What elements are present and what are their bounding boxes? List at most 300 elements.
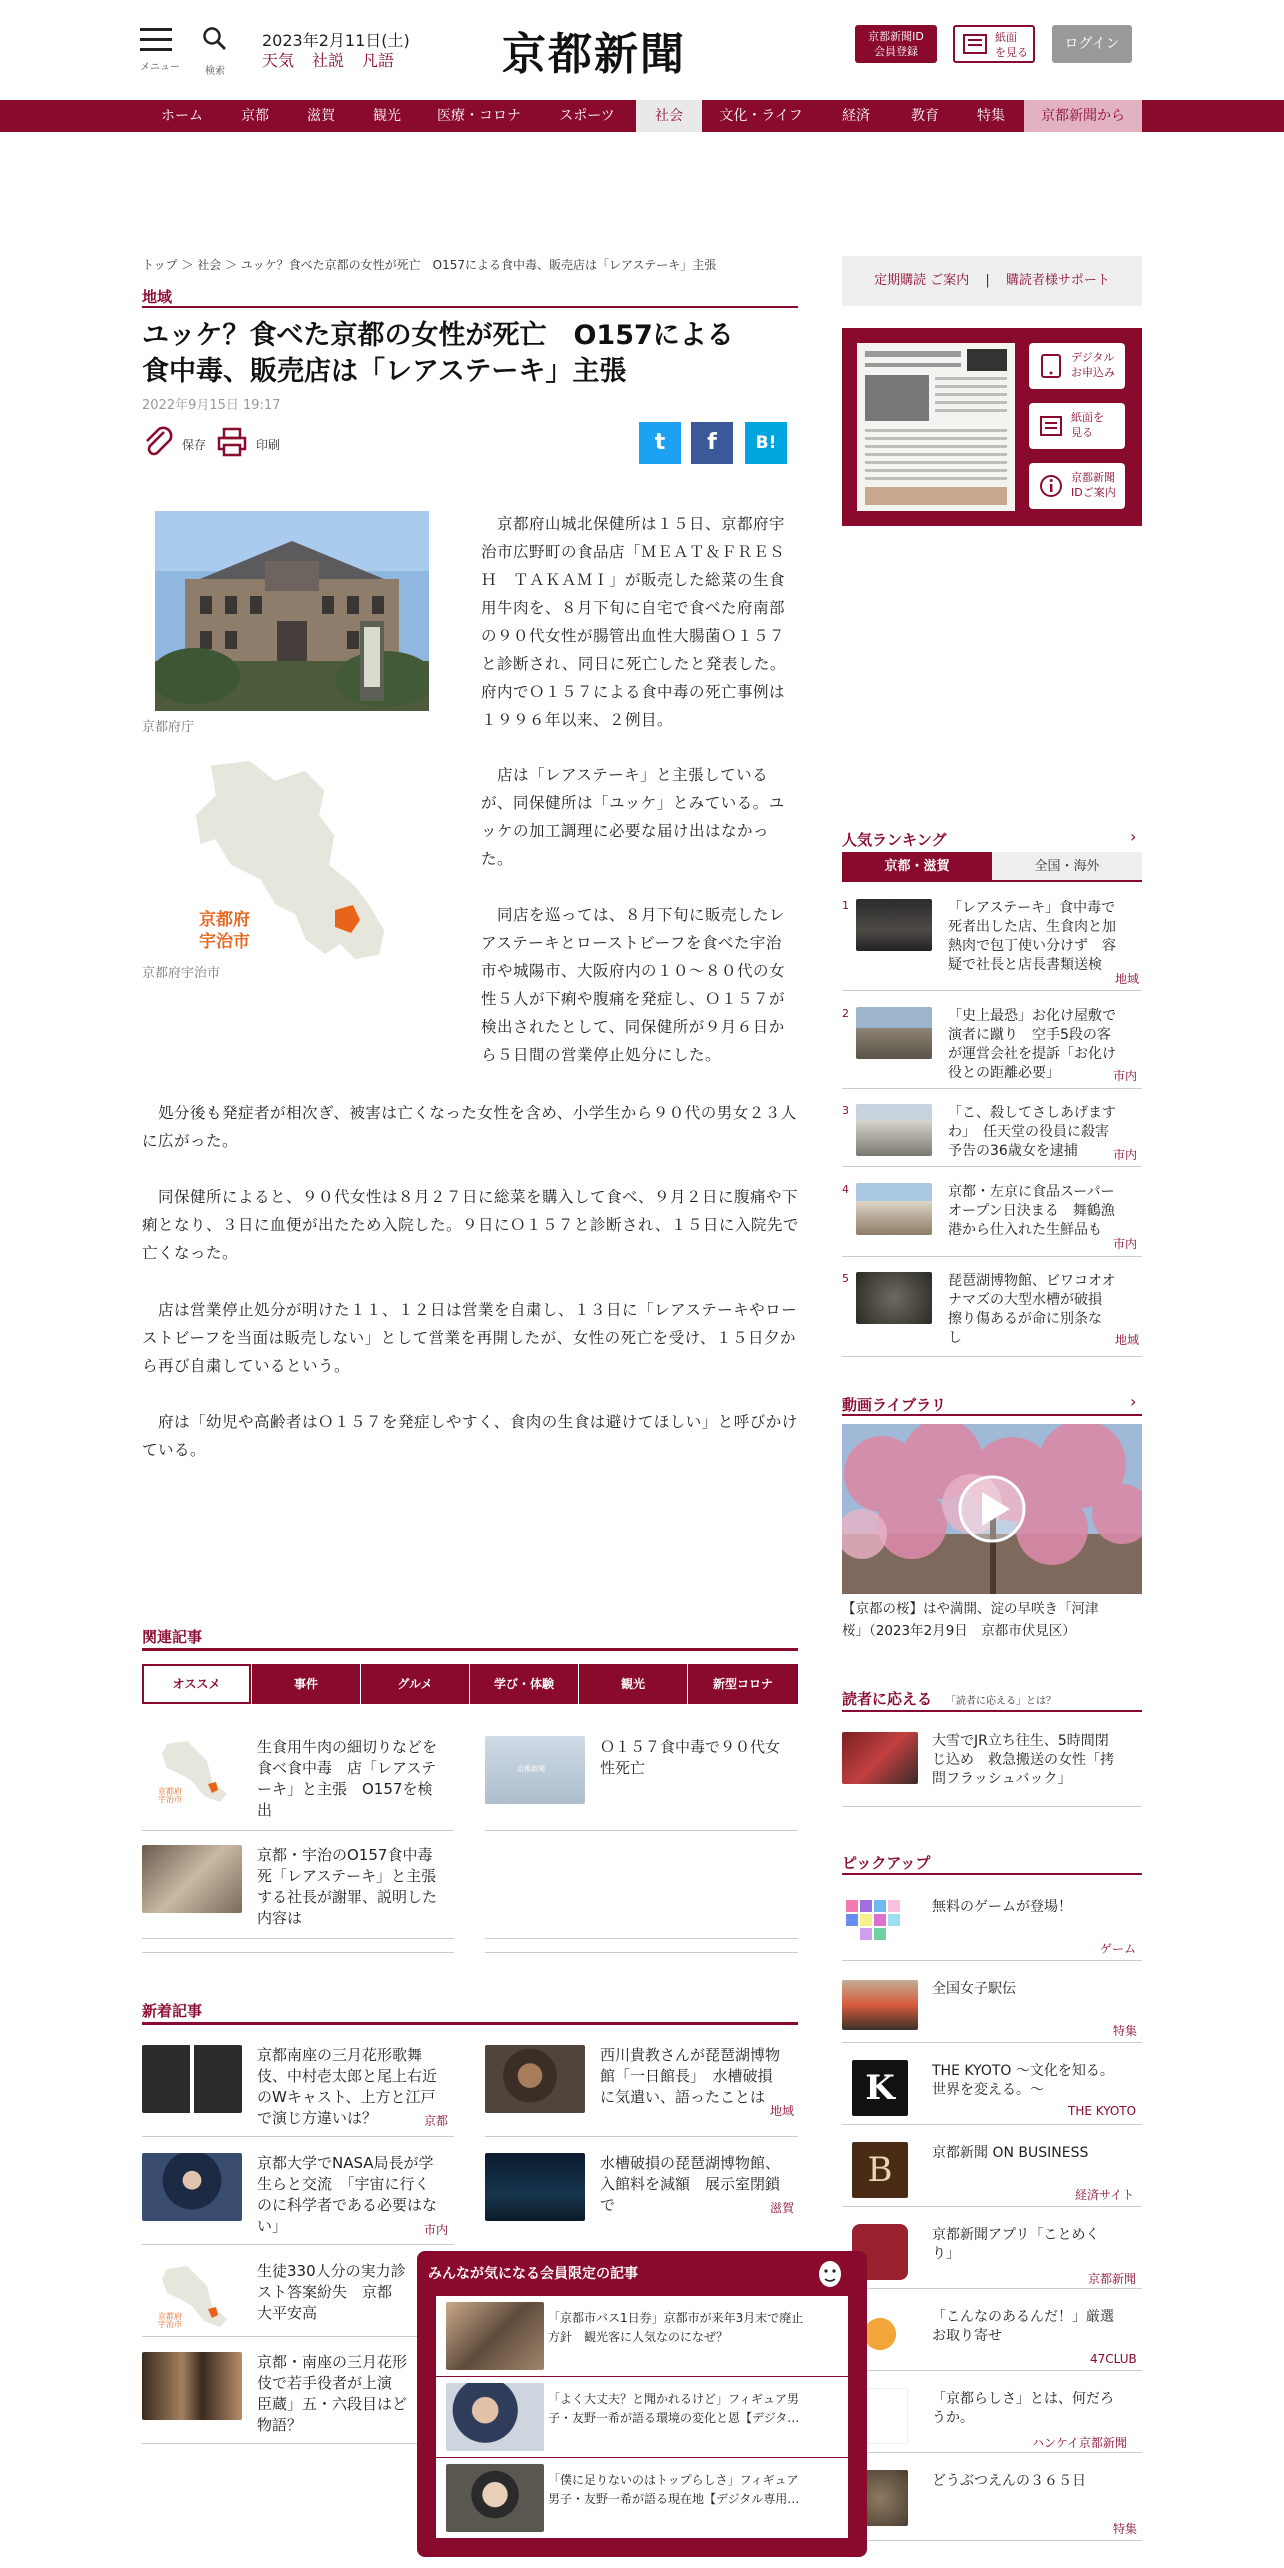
mascot-close-icon[interactable] — [813, 2256, 847, 2290]
btn-line: 見る — [1071, 426, 1093, 439]
chevron-right-icon[interactable]: › — [1130, 827, 1137, 846]
map-caption: 京都府宇治市 — [142, 966, 221, 981]
headline-line: THE KYOTO ～文化を知る。 — [932, 2063, 1114, 2079]
headline-line: のに科学者である必要はな — [257, 2196, 438, 2214]
newspaper-icon — [1039, 415, 1063, 437]
headline-line: 入館料を減額 展示室閉鎖 — [600, 2175, 781, 2193]
popup-item-1[interactable] — [436, 2296, 848, 2376]
search-icon[interactable] — [202, 26, 228, 52]
rank-thumb-5[interactable] — [856, 1272, 932, 1324]
article-paragraph-3 — [481, 901, 801, 1069]
the-kyoto-logo[interactable]: K — [852, 2060, 908, 2116]
paragraph-line: 検出されたとして、同保健所が９月６日か — [481, 1018, 785, 1036]
nav-medical[interactable]: 医療・コロナ — [437, 108, 521, 124]
map-label-city: 宇治市 — [158, 2320, 182, 2329]
pickup-item-3[interactable] — [932, 2062, 1142, 2100]
rank-thumb-3[interactable] — [856, 1104, 932, 1156]
latest-thumb-6[interactable] — [142, 2352, 242, 2420]
headline-line: 京都新聞 ON BUSINESS — [932, 2145, 1089, 2161]
video-caption[interactable] — [842, 1598, 1142, 1642]
nav-culture[interactable]: 文化・ライフ — [719, 108, 803, 124]
divider — [842, 2452, 1142, 2453]
paragraph-line: 店は「レアステーキ」と主張している — [481, 766, 769, 784]
paragraph-line: 痢となり、３日に血便が出たため入院した。９日にＯ１５７と診断され、１５日に入院先で — [142, 1216, 799, 1234]
photo-caption: 京都府庁 — [142, 720, 195, 735]
paragraph-line: アステーキとローストビーフを食べた宇治 — [481, 934, 782, 952]
paragraph-line: と診断され、同日に死亡したと発表した。 — [481, 655, 786, 673]
nav-economy[interactable]: 経済 — [842, 108, 870, 124]
headline-line: 「史上最恐」お化け屋敷で — [948, 1008, 1116, 1024]
headline-line: 館「一日館長」 水槽破損 — [600, 2067, 773, 2085]
facebook-share-button[interactable]: f — [691, 422, 733, 464]
map-label-prefecture: 京都府 — [158, 2312, 182, 2321]
headline-line: 世界を変える。～ — [932, 2082, 1044, 2098]
latest-thumb-2[interactable] — [485, 2045, 585, 2113]
divider — [842, 2370, 1142, 2371]
pickup-item-4[interactable] — [932, 2144, 1142, 2163]
paragraph-line: 市や城陽市、大阪府内の１０～８０代の女 — [481, 962, 786, 980]
paper-btn-line1: 紙面 — [995, 31, 1017, 44]
headline-line: 疑で社長と店長書類送検 — [948, 957, 1102, 973]
headline-line: し — [948, 1330, 962, 1346]
thumb-watermark: 京都新聞 — [517, 1765, 545, 1773]
pickup-item-1[interactable] — [932, 1898, 1142, 1917]
pickup-item-8[interactable] — [932, 2472, 1142, 2491]
headline-line: 予告の36歳女を逮捕 — [948, 1143, 1078, 1159]
headline-line: お取り寄せ — [932, 2328, 1002, 2344]
video-divider — [842, 1414, 1142, 1416]
nav-sports[interactable]: スポーツ — [559, 108, 615, 124]
popup-item-text — [548, 2471, 838, 2509]
hamburger-menu-icon[interactable] — [140, 28, 172, 54]
headline-line: 問フラッシュバック」 — [932, 1771, 1072, 1787]
rank-item-1[interactable] — [948, 899, 1138, 975]
member-register-button[interactable] — [855, 25, 937, 63]
pickup-item-6[interactable] — [932, 2308, 1142, 2346]
headline-line: 大平安高 — [257, 2304, 318, 2322]
nav-kyoto[interactable]: 京都 — [241, 108, 269, 124]
member-btn-line1: 京都新聞ID — [868, 30, 924, 43]
pickup-divider — [842, 1873, 1142, 1875]
headline-line: 京都・左京に食品スーパー — [948, 1184, 1115, 1200]
weather-link[interactable]: 天気 — [262, 51, 295, 70]
paragraph-line: ストビーフを当面は販売しない」として営業を再開したが、女性の死亡を受け、１５日夕か — [142, 1329, 796, 1347]
headline-line: 役との距離必要」 — [948, 1065, 1060, 1081]
caption-line: 桜」（2023年2月9日 京都市伏見区） — [842, 1623, 1076, 1639]
tab-incident[interactable]: 事件 — [252, 1664, 360, 1704]
publish-date: 2022年9月15日 19:17 — [142, 398, 281, 413]
nav-kanko[interactable]: 観光 — [373, 108, 401, 124]
paragraph-line: 亡くなった。 — [142, 1244, 239, 1262]
headline-line: する社長が謝罪、説明した — [257, 1888, 438, 1906]
divider — [142, 1952, 454, 1953]
latest-thumb-1[interactable] — [142, 2045, 242, 2113]
pickup-tag[interactable]: 経済サイト — [1075, 2188, 1135, 2202]
article-category[interactable]: 地域 — [142, 288, 173, 306]
pickup-item-7[interactable] — [932, 2390, 1142, 2428]
latest-item-5[interactable] — [257, 2261, 437, 2324]
map-label-prefecture: 京都府 — [199, 910, 250, 930]
nav-home[interactable]: ホーム — [161, 108, 203, 124]
paragraph-line: Ｈ ＴＡＫＡＭＩ」が販売した総菜の生食 — [481, 571, 786, 589]
map-label-prefecture: 京都府 — [158, 1787, 182, 1796]
headline-line: 大雪でJR立ち往生、5時間閉 — [932, 1733, 1109, 1749]
divider — [842, 1166, 1142, 1167]
headline-line: 方針 観光客に人気なのになぜ？ — [548, 2330, 729, 2344]
latest-tag-4[interactable]: 滋賀 — [770, 2201, 795, 2215]
rank-item-5[interactable] — [948, 1272, 1138, 1348]
related-item-1[interactable] — [257, 1737, 457, 1821]
subscriber-support-link[interactable]: 購読者様サポート — [1005, 273, 1110, 288]
latest-thumb-4[interactable] — [485, 2153, 585, 2221]
site-header — [0, 0, 1284, 100]
divider — [842, 2206, 1142, 2207]
subscription-guide-link[interactable]: 定期購読 ご案内 — [874, 273, 970, 288]
related-thumb-placeholder[interactable] — [485, 1736, 585, 1804]
headline-line: どうぶつえんの３６５日 — [932, 2473, 1086, 2489]
tab-recommended[interactable]: オススメ — [142, 1664, 251, 1704]
divider — [142, 1830, 454, 1831]
headline-line: 出 — [257, 1801, 273, 1819]
paragraph-line: ッケの加工調理に必要な届け出はなかっ — [481, 822, 770, 840]
headline-line: り」 — [932, 2246, 960, 2262]
main-nav — [0, 100, 1284, 132]
rank-thumb-4[interactable] — [856, 1183, 932, 1235]
popup-item-text — [548, 2390, 838, 2428]
latest-tag-1[interactable]: 京都 — [424, 2114, 449, 2128]
headline-line: 京都・南座の三月花形 — [257, 2353, 408, 2371]
headline-line: うか。 — [932, 2410, 974, 2426]
popup-thumb-1 — [446, 2302, 544, 2370]
divider — [842, 2540, 1142, 2541]
latest-thumb-3[interactable] — [142, 2153, 242, 2221]
paragraph-line: 同保健所によると、９０代女性は８月２７日に総菜を購入して食べ、９月２日に腹痛や下 — [142, 1188, 799, 1206]
paragraph-line: ている。 — [142, 1441, 207, 1459]
headline-line: 擦り傷あるが命に別条な — [948, 1311, 1102, 1327]
headline-line: 「京都市バス1日券」京都市が来年3月末で廃止 — [548, 2311, 804, 2325]
nav-feature[interactable]: 特集 — [977, 108, 1005, 124]
newspaper-front-page-image[interactable] — [857, 343, 1015, 511]
popup-item-text — [548, 2309, 838, 2347]
headline-line: のWキャスト、上方と江戸 — [257, 2088, 436, 2106]
paragraph-line: に広がった。 — [142, 1132, 239, 1150]
divider — [842, 2124, 1142, 2125]
headline-line: 全国女子駅伝 — [932, 1981, 1016, 1997]
tab-tourism[interactable]: 観光 — [579, 1664, 687, 1704]
map-label-city: 宇治市 — [199, 932, 250, 952]
paragraph-line: 店は営業停止処分が明けた１１、１２日は営業を自粛し、１３日に「レアステーキやロー — [142, 1301, 798, 1319]
divider — [142, 1938, 454, 1939]
rank-thumb-2[interactable] — [856, 1007, 932, 1059]
article-paragraph-2 — [481, 761, 801, 873]
divider — [142, 2136, 454, 2137]
rank-number: 5 — [842, 1272, 849, 1285]
rank-thumb-1[interactable] — [856, 899, 932, 951]
latest-heading: 新着記事 — [142, 2002, 203, 2020]
article-paragraph-7 — [142, 1408, 802, 1464]
rank-item-2[interactable] — [948, 1007, 1138, 1083]
divider — [842, 1356, 1142, 1357]
headline-line: 演者に蹴り 空手5段の客 — [948, 1027, 1111, 1043]
related-heading: 関連記事 — [142, 1628, 203, 1646]
rank-item-3[interactable] — [948, 1104, 1138, 1161]
breadcrumb[interactable]: トップ ＞ 社会 ＞ ユッケ？食べた京都の女性が死亡 O157による食中毒、販売店は「レアステーキ」主張 — [142, 258, 717, 272]
member-btn-line2: 会員登録 — [874, 45, 918, 58]
divider — [842, 2042, 1142, 2043]
popup-thumb-3 — [446, 2464, 544, 2532]
headline-line: で演じ方違いは？ — [257, 2109, 378, 2127]
tab-gourmet[interactable]: グルメ — [361, 1664, 469, 1704]
pickup-item-2[interactable] — [932, 1980, 1142, 1999]
divider — [842, 1256, 1142, 1257]
headline-line: 西川貴教さんが琵琶湖博物 — [600, 2046, 781, 2064]
headline-line: 性死亡 — [600, 1759, 646, 1777]
headline-line: 京都大学でNASA局長が学 — [257, 2154, 434, 2172]
subscription-links — [842, 256, 1142, 306]
nav-shiga[interactable]: 滋賀 — [307, 108, 335, 124]
paragraph-line: が、同保健所は「ユッケ」とみている。ユ — [481, 794, 785, 812]
tab-learning[interactable]: 学び・体験 — [470, 1664, 578, 1704]
rank-tag[interactable]: 市内 — [1113, 1148, 1138, 1162]
newspaper-icon — [963, 34, 987, 54]
btn-line: 紙面を — [1071, 411, 1104, 424]
print-label[interactable]: 印刷 — [256, 438, 281, 452]
article-paragraph-1 — [481, 510, 801, 734]
btn-line: デジタル — [1071, 351, 1115, 364]
headline-line: 伎、中村壱太郎と尾上右近 — [257, 2067, 438, 2085]
rank-tag[interactable]: 市内 — [1113, 1069, 1138, 1083]
rank-number: 4 — [842, 1183, 849, 1196]
headline-line: じ込め 救急搬送の女性「拷 — [932, 1752, 1114, 1768]
login-button[interactable]: ログイン — [1052, 25, 1132, 63]
video-thumbnail[interactable] — [842, 1424, 1142, 1594]
headline-line: 臣蔵」五・六段目はど — [257, 2395, 408, 2413]
site-logo[interactable]: 京都新聞 — [502, 29, 686, 80]
header-date: 2023年2月11日(土) — [262, 31, 410, 50]
headline-line: 「僕に足りないのはトップらしさ」フィギュア — [548, 2473, 799, 2487]
headline-line: 子・友野一希が語る環境の変化と恩【デジタ… — [548, 2411, 800, 2425]
article-paragraph-4 — [142, 1099, 802, 1155]
article-paragraph-5 — [142, 1183, 802, 1267]
save-label[interactable]: 保存 — [182, 438, 207, 452]
paragraph-line: た。 — [481, 850, 514, 868]
rank-tag[interactable]: 市内 — [1113, 1237, 1138, 1251]
headline-line: 水槽破損の琵琶湖博物館、 — [600, 2154, 781, 2172]
headline-line: 熱肉で包丁使い分けず 容 — [948, 938, 1116, 954]
pickup-heading: ピックアップ — [842, 1854, 931, 1872]
uji-city-map — [155, 755, 429, 965]
readers-about-link[interactable]: 「読者に応える」とは？ — [946, 1696, 1056, 1707]
related-item-2[interactable] — [600, 1737, 800, 1779]
paragraph-line: 用牛肉を、８月下旬に自宅で食べた府南部 — [481, 599, 786, 617]
latest-tag-2[interactable]: 地域 — [770, 2104, 795, 2118]
headline-line: 死「レアステーキ」と主張 — [257, 1867, 437, 1885]
related-thumb-shop[interactable] — [142, 1845, 242, 1913]
headline-line: 生徒330人分の実力診 — [257, 2262, 406, 2280]
paper-btn-line2: を見る — [995, 46, 1028, 59]
kyoto-id-info-button[interactable] — [1029, 463, 1125, 509]
video-heading: 動画ライブラリ — [842, 1396, 947, 1414]
pickup-tag[interactable]: THE KYOTO — [1068, 2104, 1137, 2118]
caption-line: 【京都の桜】はや満開、淀の早咲き「河津 — [842, 1601, 1099, 1617]
rank-tag[interactable]: 地域 — [1115, 1333, 1140, 1347]
related-item-3[interactable] — [257, 1845, 457, 1929]
print-icon[interactable] — [216, 426, 248, 458]
popup-item-3[interactable] — [436, 2458, 848, 2538]
headline-line: スト答案紛失 京都 — [257, 2283, 393, 2301]
divider — [142, 2244, 454, 2245]
paragraph-line: １９９６年以来、２例目。 — [481, 711, 674, 729]
btn-line: お申込み — [1071, 366, 1115, 379]
popup-title: みんなが気になる会員限定の記事 — [428, 2266, 638, 2282]
title-line: 食中毒、販売店は「レアステーキ」主張 — [142, 356, 627, 387]
paragraph-line: 府内でＯ１５７による食中毒の死亡事例は — [481, 683, 786, 701]
tab-corona[interactable]: 新型コロナ — [688, 1664, 798, 1704]
divider — [842, 2288, 1142, 2289]
rank-number: 3 — [842, 1104, 849, 1117]
on-business-logo[interactable]: B — [852, 2142, 908, 2198]
headline-line: 「よく大丈夫？と聞かれるけど」フィギュア男 — [548, 2392, 800, 2406]
divider — [842, 1960, 1142, 1961]
kyoto-prefectural-office-photo — [155, 511, 429, 711]
pickup-item-5[interactable] — [932, 2226, 1142, 2264]
headline-line: オープン日決まる 舞鶴漁 — [948, 1203, 1115, 1219]
pickup-tag[interactable]: 京都新聞 — [1088, 2272, 1137, 2286]
latest-divider — [142, 2022, 798, 2025]
headline-line: で — [600, 2196, 616, 2214]
related-thumb-map[interactable] — [142, 1736, 242, 1804]
headline-line: ナマズの大型水槽が破損 — [948, 1292, 1102, 1308]
nav-society[interactable]: 社会 — [636, 100, 702, 132]
pickup-tag[interactable]: ハンケイ京都新聞 — [1032, 2436, 1127, 2450]
pickup-thumb-ekiden[interactable] — [842, 1980, 918, 2030]
map-label-city: 宇治市 — [158, 1795, 182, 1804]
paper-promo-box — [842, 328, 1142, 526]
latest-item-6[interactable] — [257, 2352, 437, 2436]
article-paragraph-6 — [142, 1296, 802, 1380]
chevron-right-icon[interactable]: › — [1130, 1392, 1137, 1411]
clip-icon[interactable] — [142, 426, 176, 460]
headline-line: 生食用牛肉の細切りなどを — [257, 1738, 438, 1756]
menu-label: メニュー — [140, 62, 180, 73]
headline-line: 「京都らしさ」とは、何だろ — [932, 2391, 1114, 2407]
headline-line: 物語？ — [257, 2416, 303, 2434]
paragraph-line: 処分後も発症者が相次ぎ、被害は亡くなった女性を含め、小学生から９０代の男女２３人 — [142, 1104, 797, 1122]
divider — [485, 1830, 798, 1831]
readers-thumb[interactable] — [842, 1732, 918, 1784]
headline-line: が運営会社を提訴「お化け — [948, 1046, 1116, 1062]
headline-line: 京都新聞アプリ「ことめく — [932, 2227, 1100, 2243]
divider — [142, 2336, 454, 2337]
editorial-link[interactable]: 社説 — [312, 51, 345, 70]
latest-thumb-5[interactable] — [142, 2261, 242, 2329]
readers-item[interactable] — [932, 1732, 1142, 1789]
headline-line: 内容は — [257, 1909, 303, 1927]
headline-line: わ」 任天堂の役員に殺害 — [948, 1124, 1109, 1140]
popup-thumb-2 — [446, 2383, 544, 2451]
member-articles-popup — [417, 2251, 867, 2557]
btn-line: 京都新聞 — [1071, 471, 1115, 484]
headline-line: 京都・宇治のO157食中毒 — [257, 1846, 433, 1864]
divider — [842, 1088, 1142, 1089]
headline-line: 男子・友野一希が語る現在地【デジタル専用… — [548, 2492, 800, 2506]
divider — [485, 1938, 798, 1939]
rank-item-4[interactable] — [948, 1183, 1138, 1240]
view-paper-button[interactable] — [953, 25, 1035, 63]
pickup-tag[interactable]: 特集 — [1113, 2024, 1138, 2038]
divider — [485, 2136, 798, 2137]
paragraph-line: 治市広野町の食品店「ＭＥＡＴ＆ＦＲＥＳ — [481, 543, 786, 561]
tablet-icon — [1039, 353, 1063, 379]
pickup-thumb-game[interactable] — [842, 1896, 914, 1948]
ranking-heading: 人気ランキング — [842, 831, 947, 849]
pickup-tag[interactable]: ゲーム — [1100, 1942, 1137, 1956]
rank-tag[interactable]: 地域 — [1115, 972, 1140, 986]
popup-item-2[interactable] — [436, 2377, 848, 2457]
headline-line: 「こ、殺してさしあげます — [948, 1105, 1116, 1121]
digital-apply-button[interactable] — [1029, 343, 1125, 389]
headline-line: い」 — [257, 2217, 288, 2235]
nav-from-kyoto[interactable]: 京都新聞から — [1024, 100, 1142, 132]
rank-number: 1 — [842, 899, 849, 912]
bongo-link[interactable]: 凡語 — [362, 51, 395, 70]
latest-item-2[interactable] — [600, 2045, 800, 2108]
ranking-tab-national[interactable]: 全国・海外 — [992, 852, 1142, 882]
headline-line: 琵琶湖博物館、ビワコオオ — [948, 1273, 1116, 1289]
headline-line: 無料のゲームが登場！ — [932, 1899, 1072, 1915]
headline-line: 港から仕入れた生鮮品も — [948, 1222, 1102, 1238]
paragraph-line: ら再び自粛しているという。 — [142, 1357, 351, 1375]
paragraph-line: 京都府山城北保健所は１５日、京都府宇 — [481, 515, 786, 533]
divider — [842, 1806, 1142, 1807]
paragraph-line: 性５人が下痢や腹痛を発症し、Ｏ１５７が — [481, 990, 786, 1008]
search-label: 検索 — [205, 66, 225, 77]
headline-line: 食べ食中毒 店「レアステ — [257, 1759, 437, 1777]
pickup-tag[interactable]: 47CLUB — [1090, 2352, 1137, 2366]
ranking-divider — [842, 880, 1142, 882]
headline-line: 京都南座の三月花形歌舞 — [257, 2046, 423, 2064]
headline-line: 伎で若手役者が上演 — [257, 2374, 393, 2392]
paragraph-line: 同店を巡っては、８月下旬に販売したレ — [481, 906, 786, 924]
title-line: ユッケ？食べた京都の女性が死亡 O157による — [142, 320, 734, 351]
readers-divider — [842, 1710, 1142, 1712]
btn-line: IDご案内 — [1071, 486, 1116, 499]
headline-line: に気遣い、語ったことは — [600, 2088, 766, 2106]
twitter-share-button[interactable]: t — [639, 422, 681, 464]
category-divider — [142, 306, 798, 308]
article-title — [142, 318, 802, 390]
headline-line: Ｏ１５７食中毒で９０代女 — [600, 1738, 781, 1756]
hatena-share-button[interactable]: B! — [745, 422, 787, 464]
related-divider — [142, 1648, 798, 1651]
paragraph-line: ら５日間の営業停止処分にした。 — [481, 1046, 722, 1064]
latest-tag-3[interactable]: 市内 — [424, 2223, 449, 2237]
ranking-tab-local[interactable]: 京都・滋賀 — [842, 852, 992, 882]
rank-number: 2 — [842, 1007, 849, 1020]
headline-line: 生らと交流 「宇宙に行く — [257, 2175, 430, 2193]
view-paper-side-button[interactable] — [1029, 403, 1125, 449]
separator: | — [985, 273, 990, 288]
divider — [485, 1952, 798, 1953]
nav-education[interactable]: 教育 — [911, 108, 939, 124]
info-icon — [1039, 474, 1063, 498]
headline-line: 「レアステーキ」食中毒で — [948, 900, 1116, 916]
paragraph-line: 府は「幼児や高齢者はＯ１５７を発症しやすく、食肉の生食は避けてほしい」と呼びかけ — [142, 1413, 798, 1431]
pickup-tag[interactable]: 特集 — [1113, 2522, 1138, 2536]
headline-line: 死者出した店、生食肉と加 — [948, 919, 1116, 935]
divider — [142, 2443, 454, 2444]
headline-line: ーキ」と主張 O157を検 — [257, 1780, 433, 1798]
